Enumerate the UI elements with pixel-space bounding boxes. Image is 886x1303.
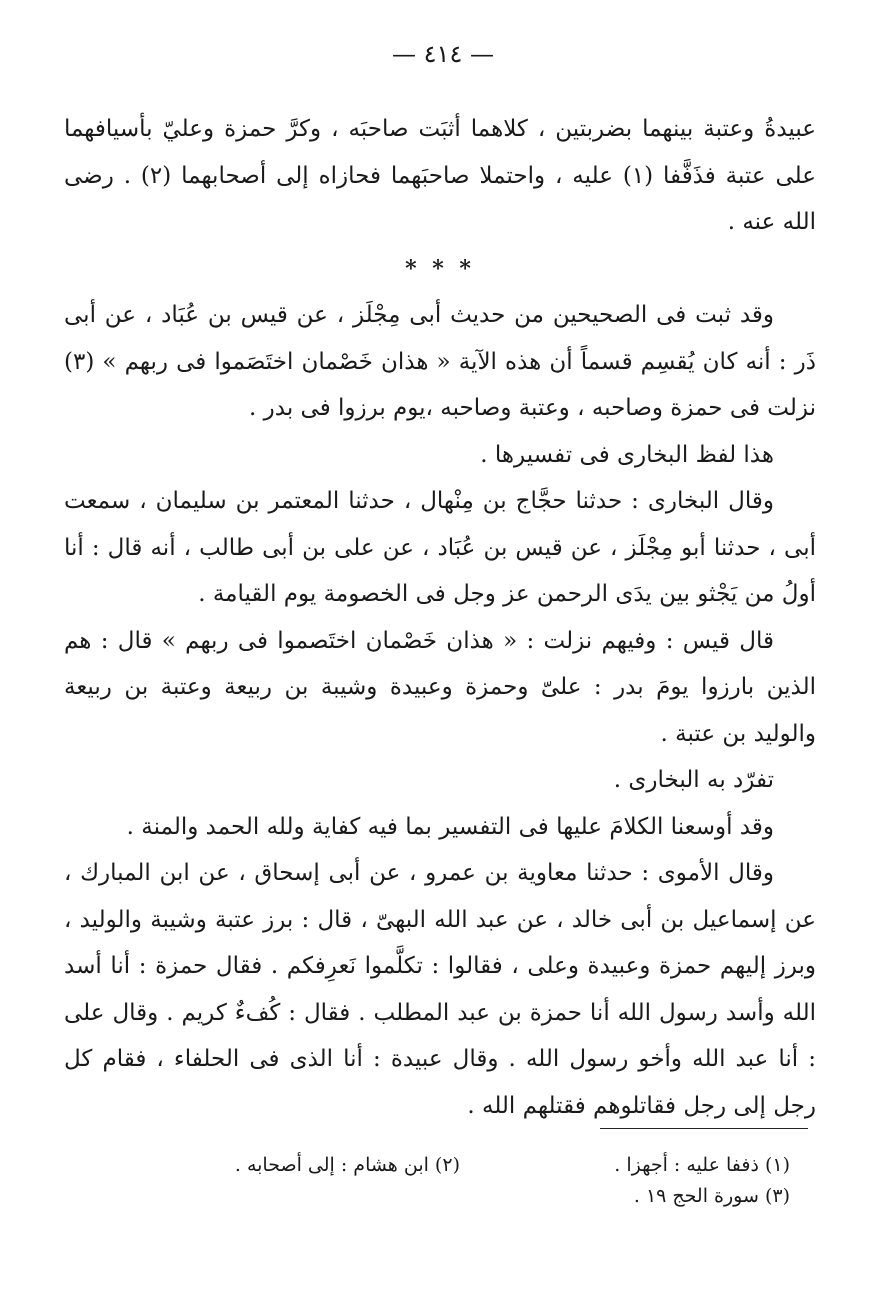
paragraph: وقال البخارى : حدثنا حجَّاج بن مِنْهال ، حدثنا المعتمر بن سليمان ، سمعت أبى ، حدثنا أبو مِجْلَز ، عن قيس بن عُبَاد ، عن على بن أبى طالب ، أنه قال : أنا أولُ من يَجْثو بين يدَى الرحمن عز وجل فى الخصومة يوم القيامة .	[64, 488, 816, 607]
footnote-1: (١) ذففا عليه : أجهزا .	[614, 1154, 790, 1176]
paragraph: عبيدةُ وعتبة بينهما بضربتين ، كلاهما أثبَت صاحبَه ، وكرَّ حمزة وعليّ بأسيافهما على عتبة فذَفَّفا (١) عليه ، واحتملا صاحبَهما فحازاه إلى أصحابهما (٢) . رضى الله عنه .	[64, 116, 817, 235]
paragraph: قال قيس : وفيهم نزلت : « هذان خَصْمان اختَصموا فى ربهم » قال : هم الذين بارزوا يومَ بدر : علىّ وحمزة وعبيدة وشيبة بن ربيعة وعتبة بن ربيعة والوليد بن عتبة .	[64, 627, 816, 747]
footnote-row	[190, 1150, 790, 1181]
footnote-divider	[600, 1128, 808, 1129]
paragraph: وقد ثبت فى الصحيحين من حديث أبى مِجْلَز ، عن قيس بن عُبَاد ، عن أبى ذَر : أنه كان يُقسِم قسماً أن هذه الآية « هذان خَصْمان اختَصَموا فى ربهم » (٣) نزلت فى حمزة وصاحبه ، وعتبة وصاحبه ،يوم برزوا فى بدر .	[64, 302, 816, 421]
paragraph: تفرّد به البخارى .	[613, 767, 774, 793]
paragraph: وقال الأموى : حدثنا معاوية بن عمرو ، عن أبى إسحاق ، عن ابن المبارك ، عن إسماعيل بن أبى خالد ، عن عبد الله البهىّ ، قال : برز عتبة وشيبة والوليد ، وبرز إليهم حمزة وعبيدة وعلى ، فقالوا : تكلَّموا نَعرِفكم . فقال حمزة : أنا أسد الله وأسد رسول الله أنا حمزة بن عبد المطلب . فقال : كُفءٌ كريم . وقال على : أنا عبد الله وأخو رسول الله . وقال عبيدة : أنا الذى فى الحلفاء ، فقام كل رجل إلى رجل فقاتلوهم فقتلهم الله .	[64, 860, 816, 1119]
page-number: — ٤١٤ —	[392, 40, 494, 68]
section-separator: * * *	[405, 255, 475, 282]
footnote-row	[190, 1181, 790, 1212]
main-text	[64, 106, 816, 1129]
footnote-2: (٢) ابن هشام : إلى أصحابه .	[234, 1154, 460, 1176]
footnote-3: (٣) سورة الحج ١٩ .	[633, 1185, 790, 1207]
paragraph: وقد أوسعنا الكلامَ عليها فى التفسير بما فيه كفاية ولله الحمد والمنة .	[126, 813, 774, 840]
footnotes	[190, 1150, 790, 1212]
paragraph: هذا لفظ البخارى فى تفسيرها .	[480, 441, 774, 468]
